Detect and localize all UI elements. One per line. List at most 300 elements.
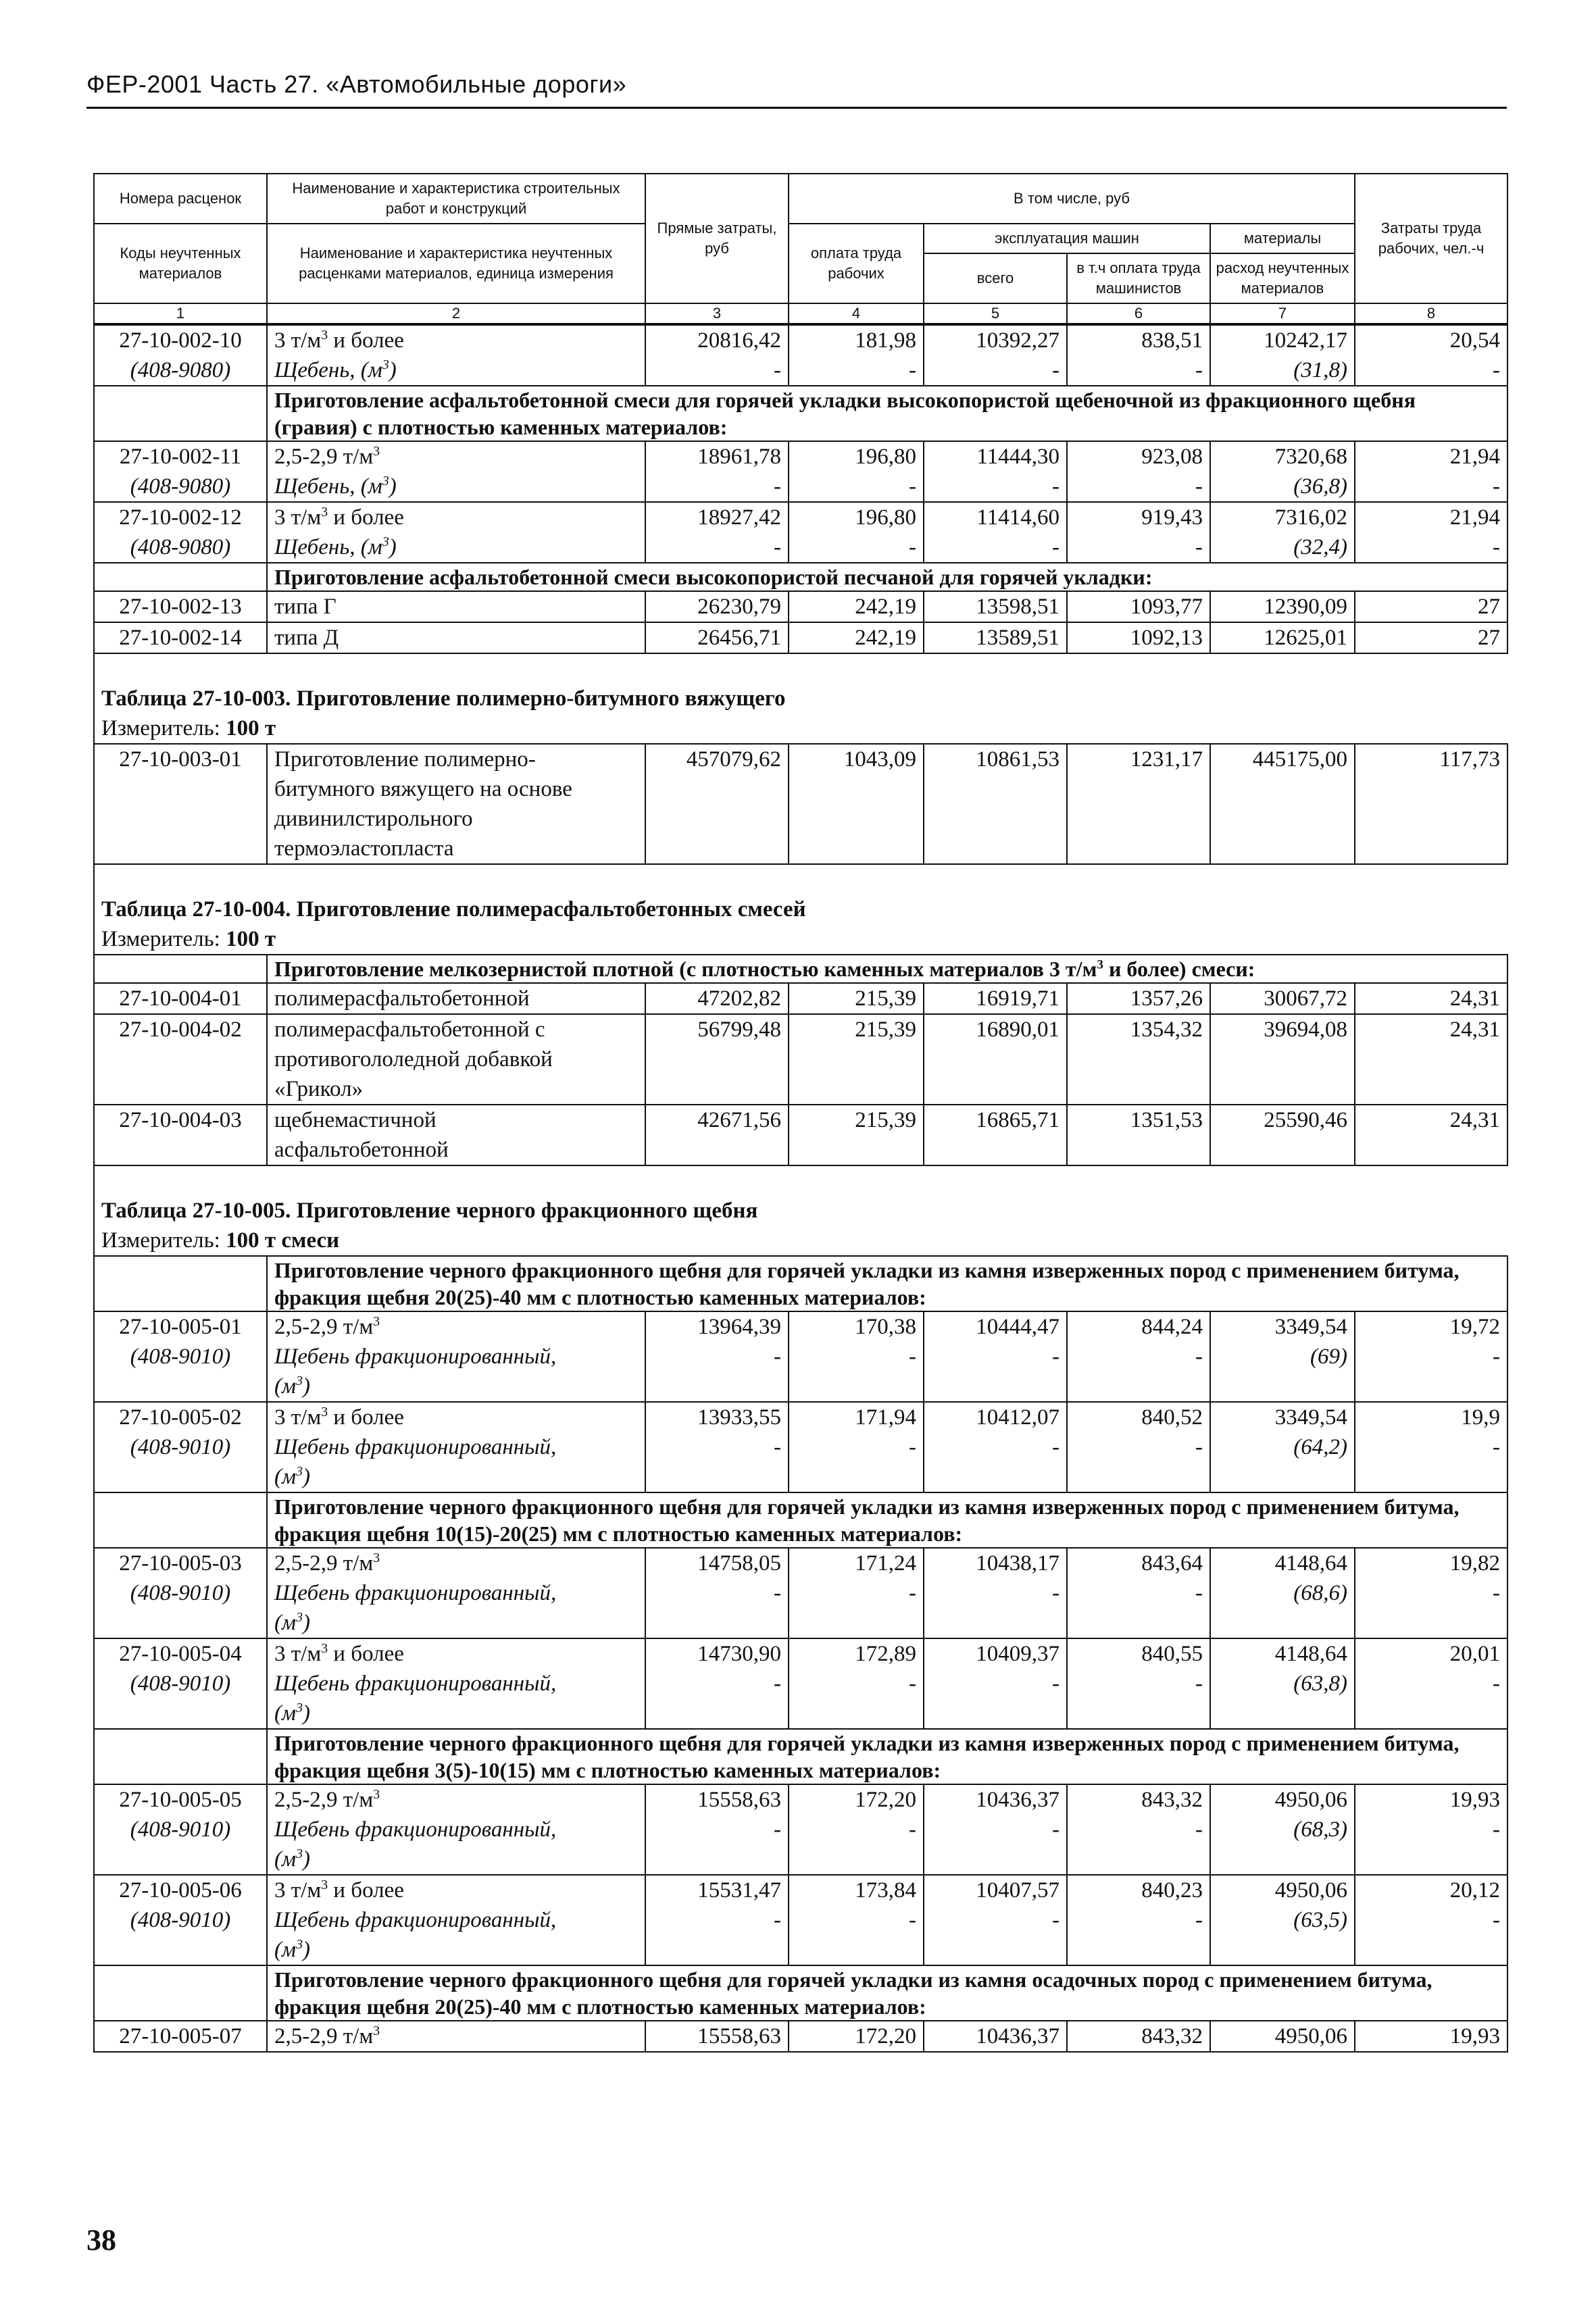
labour-hours-cell	[1355, 622, 1507, 653]
section-heading: Приготовление черного фракционного щебня для горячей укладки из камня осадочных пород с применением битума, фракция щебня 20(25)-40 мм с плотностью каменных материалов:	[267, 1965, 1507, 2021]
materials-value: 30067,72	[1264, 986, 1347, 1011]
section-spacer	[94, 1965, 267, 2021]
material-code: (408-9010)	[130, 1817, 231, 1842]
labour-hours-cell	[1355, 441, 1507, 502]
direct-costs-value: 15558,63	[697, 1788, 781, 1812]
rate-code-cell	[94, 441, 267, 502]
machinist-pay-cell	[1067, 1105, 1210, 1165]
material-name: Щебень фракционированный,	[274, 1908, 557, 1932]
labour-hours-value: 19,9	[1461, 1405, 1500, 1430]
machinist-pay-value: 1093,77	[1130, 595, 1203, 619]
machinist-pay-cell	[1067, 1784, 1210, 1875]
labour-pay-value: 181,98	[855, 328, 916, 353]
machines-total-cell	[924, 1311, 1067, 1402]
labour-hours-material-value: -	[1493, 474, 1500, 499]
labour-hours-cell	[1355, 2021, 1507, 2052]
section-heading-row	[94, 1492, 1507, 1548]
labour-hours-cell	[1355, 591, 1507, 622]
materials-cell	[1210, 591, 1355, 622]
machines-total-value: 11414,60	[976, 505, 1059, 530]
machinist-pay-cell	[1067, 325, 1210, 386]
labour-pay-value: 1043,09	[843, 747, 916, 772]
labour-hours-material-value: -	[1493, 1817, 1500, 1842]
work-name-cell	[267, 1402, 645, 1492]
machinist-pay-cell	[1067, 1311, 1210, 1402]
labour-pay-cell	[789, 1875, 924, 1965]
machinist-pay-cell	[1067, 2021, 1210, 2052]
direct-costs-value: 14758,05	[697, 1551, 781, 1576]
machinist-pay-value: 843,32	[1141, 1788, 1203, 1812]
material-name: Щебень фракционированный,	[274, 1435, 557, 1459]
direct-costs-material-value: -	[774, 1435, 781, 1459]
table-gap	[94, 653, 1507, 684]
header-machine-operation: эксплуатация машин	[924, 224, 1210, 253]
machinist-pay-cell	[1067, 983, 1210, 1014]
meter	[94, 1226, 1507, 1256]
machines-total-material-value: -	[1052, 535, 1059, 559]
labour-hours-cell	[1355, 1548, 1507, 1638]
labour-hours-cell	[1355, 502, 1507, 563]
work-name-cell	[267, 325, 645, 386]
machines-total-cell	[924, 2021, 1067, 2052]
labour-hours-value: 27	[1478, 595, 1500, 619]
rate-code: 27-10-002-14	[119, 626, 242, 650]
materials-cell	[1210, 2021, 1355, 2052]
direct-costs-cell	[645, 2021, 789, 2052]
column-number: 5	[924, 303, 1067, 324]
table-row	[94, 1638, 1507, 1729]
meter-row	[94, 1226, 1507, 1256]
materials-value: 3349,54	[1274, 1405, 1347, 1430]
material-name: Щебень фракционированный,	[274, 1344, 557, 1369]
machines-total-value: 10438,17	[976, 1551, 1059, 1576]
material-unit: $(м^3)$	[274, 1701, 310, 1726]
section-spacer	[94, 955, 267, 983]
material-code: (408-9010)	[130, 1435, 231, 1459]
direct-costs-value: 56799,48	[697, 1017, 781, 1042]
material-code: (408-9080)	[130, 535, 231, 559]
materials-value: 12390,09	[1264, 595, 1347, 619]
machinist-pay-material-value: -	[1195, 1908, 1203, 1932]
machines-total-cell	[924, 1105, 1067, 1165]
materials-value: 4148,64	[1274, 1642, 1347, 1666]
work-name-line: термоэластопласта	[274, 836, 454, 861]
table-title: Таблица 27-10-005. Приготовление черного фракционного щебня	[94, 1196, 1507, 1226]
materials-cell	[1210, 502, 1355, 563]
labour-pay-cell	[789, 1014, 924, 1105]
table-row	[94, 502, 1507, 563]
header-material-description: Наименование и характеристика неучтенных расценками материалов, единица измерения	[267, 224, 645, 303]
work-name-cell	[267, 441, 645, 502]
labour-pay-cell	[789, 983, 924, 1014]
labour-hours-cell	[1355, 1875, 1507, 1965]
work-name: типа Д	[274, 626, 339, 650]
work-name: 3 $т/м^3$ и более	[274, 328, 404, 353]
materials-cell	[1210, 1548, 1355, 1638]
table-gap	[94, 864, 1507, 895]
machinist-pay-cell	[1067, 1638, 1210, 1729]
machinist-pay-material-value: -	[1195, 358, 1203, 382]
machines-total-value: 10412,07	[976, 1405, 1059, 1430]
labour-hours-cell	[1355, 744, 1507, 864]
price-table-sheet	[93, 173, 1507, 2053]
machinist-pay-cell	[1067, 744, 1210, 864]
materials-cell	[1210, 1014, 1355, 1105]
material-unit: $(м^3)$	[274, 1937, 310, 1962]
labour-hours-cell	[1355, 325, 1507, 386]
section-spacer	[94, 1729, 267, 1784]
machinist-pay-cell	[1067, 1402, 1210, 1492]
machinist-pay-material-value: -	[1195, 474, 1203, 499]
machines-total-cell	[924, 622, 1067, 653]
machines-total-cell	[924, 1014, 1067, 1105]
machines-total-material-value: -	[1052, 1581, 1059, 1605]
work-name-line: щебнемастичной	[274, 1108, 437, 1132]
materials-value: 3349,54	[1274, 1315, 1347, 1339]
rate-code: 27-10-005-07	[119, 2024, 242, 2048]
meter	[94, 924, 1507, 955]
machinist-pay-value: 840,55	[1141, 1642, 1203, 1666]
table-row	[94, 1014, 1507, 1105]
rate-code: 27-10-004-02	[119, 1017, 242, 1042]
labour-hours-cell	[1355, 1638, 1507, 1729]
machines-total-value: 16919,71	[976, 986, 1059, 1011]
materials-value: 39694,08	[1264, 1017, 1347, 1042]
work-name-line: «Грикол»	[274, 1077, 364, 1101]
direct-costs-cell	[645, 1548, 789, 1638]
machines-total-value: 13598,51	[976, 595, 1059, 619]
material-code: (408-9010)	[130, 1344, 231, 1369]
labour-pay-cell	[789, 502, 924, 563]
table-row	[94, 1402, 1507, 1492]
work-name-line: битумного вяжущего на основе	[274, 777, 572, 801]
machines-total-value: 11444,30	[976, 445, 1059, 469]
labour-pay-value: 172,89	[855, 1642, 916, 1666]
materials-value: 445175,00	[1252, 747, 1347, 772]
machinist-pay-cell	[1067, 622, 1210, 653]
labour-hours-value: 20,12	[1449, 1878, 1500, 1903]
labour-hours-value: 19,93	[1449, 2024, 1500, 2048]
section-heading: Приготовление черного фракционного щебня для горячей укладки из камня изверженных пород с применением битума, фракция щебня 20(25)-40 мм с плотностью каменных материалов:	[267, 1256, 1507, 1311]
gap-cell	[94, 864, 1507, 895]
machines-total-material-value: -	[1052, 1908, 1059, 1932]
materials-cell	[1210, 325, 1355, 386]
section-spacer	[94, 1256, 267, 1311]
header-rule	[86, 107, 1507, 109]
labour-pay-material-value: -	[909, 474, 916, 499]
table-row	[94, 744, 1507, 864]
labour-hours-material-value: -	[1493, 1435, 1500, 1459]
running-head: ФЕР-2001 Часть 27. «Автомобильные дороги»	[86, 70, 627, 98]
machinist-pay-material-value: -	[1195, 1671, 1203, 1696]
header-unaccounted-materials: расход неучтенных материалов	[1210, 253, 1355, 303]
rate-code-cell	[94, 591, 267, 622]
materials-material-value: (68,6)	[1293, 1581, 1347, 1605]
direct-costs-material-value: -	[774, 358, 781, 382]
work-name: 2,5-2,9 $т/м^3$	[274, 1314, 380, 1339]
direct-costs-value: 26456,71	[697, 626, 781, 650]
direct-costs-value: 13964,39	[697, 1315, 781, 1339]
labour-hours-value: 27	[1478, 626, 1500, 650]
table-title: Таблица 27-10-003. Приготовление полимерно-битумного вяжущего	[94, 684, 1507, 713]
rate-code-cell	[94, 325, 267, 386]
rate-code: 27-10-005-04	[119, 1642, 242, 1666]
labour-hours-material-value: -	[1493, 1581, 1500, 1605]
work-name-cell	[267, 1875, 645, 1965]
labour-pay-value: 173,84	[855, 1878, 916, 1903]
labour-hours-material-value: -	[1493, 1344, 1500, 1369]
rate-code-cell	[94, 2021, 267, 2052]
meter-label: Измеритель:	[101, 927, 226, 951]
direct-costs-material-value: -	[774, 535, 781, 559]
machines-total-material-value: -	[1052, 1435, 1059, 1459]
labour-pay-cell	[789, 441, 924, 502]
materials-cell	[1210, 441, 1355, 502]
direct-costs-cell	[645, 622, 789, 653]
material-name: Щебень фракционированный,	[274, 1581, 557, 1605]
column-number: 3	[645, 303, 789, 324]
machines-total-value: 10409,37	[976, 1642, 1059, 1666]
section-heading: Приготовление черного фракционного щебня для горячей укладки из камня изверженных пород с применением битума, фракция щебня 3(5)-10(15) мм с плотностью каменных материалов:	[267, 1729, 1507, 1784]
work-name-cell	[267, 1784, 645, 1875]
table-row	[94, 441, 1507, 502]
machines-total-value: 10444,47	[976, 1315, 1059, 1339]
rate-code: 27-10-004-03	[119, 1108, 242, 1132]
table-row	[94, 1105, 1507, 1165]
machines-total-material-value: -	[1052, 474, 1059, 499]
direct-costs-value: 18961,78	[697, 445, 781, 469]
labour-hours-value: 20,01	[1449, 1642, 1500, 1666]
material-name: Щебень фракционированный,	[274, 1671, 557, 1696]
column-number: 1	[94, 303, 267, 324]
direct-costs-cell	[645, 1014, 789, 1105]
header-machinist-pay: в т.ч оплата труда машинистов	[1067, 253, 1210, 303]
rate-code: 27-10-003-01	[119, 747, 242, 772]
rate-code-cell	[94, 744, 267, 864]
rate-code-cell	[94, 1105, 267, 1165]
labour-pay-cell	[789, 1311, 924, 1402]
header-labour-pay: оплата труда рабочих	[789, 224, 924, 303]
labour-pay-value: 170,38	[855, 1315, 916, 1339]
machinist-pay-value: 1092,13	[1130, 626, 1203, 650]
header-work-description: Наименование и характеристика строительных работ и конструкций	[267, 174, 645, 224]
work-name: 2,5-2,9 $т/м^3$	[274, 1787, 380, 1812]
direct-costs-value: 457079,62	[686, 747, 781, 772]
labour-hours-cell	[1355, 1105, 1507, 1165]
materials-material-value: (31,8)	[1293, 358, 1347, 382]
machinist-pay-material-value: -	[1195, 1344, 1203, 1369]
machines-total-material-value: -	[1052, 1817, 1059, 1842]
machinist-pay-value: 1357,26	[1130, 986, 1203, 1011]
direct-costs-cell	[645, 1105, 789, 1165]
gap-cell	[94, 653, 1507, 684]
labour-pay-material-value: -	[909, 1817, 916, 1842]
machinist-pay-value: 844,24	[1141, 1315, 1203, 1339]
meter	[94, 713, 1507, 744]
direct-costs-value: 14730,90	[697, 1642, 781, 1666]
direct-costs-cell	[645, 983, 789, 1014]
direct-costs-value: 47202,82	[697, 986, 781, 1011]
labour-pay-cell	[789, 622, 924, 653]
header-rate-numbers: Номера расценок	[94, 174, 267, 224]
machines-total-value: 10436,37	[976, 2024, 1059, 2048]
machines-total-value: 10392,27	[976, 328, 1059, 353]
labour-pay-value: 172,20	[855, 1788, 916, 1812]
rate-code-cell	[94, 1638, 267, 1729]
labour-pay-value: 196,80	[855, 505, 916, 530]
section-heading-row	[94, 955, 1507, 983]
work-name: 3 $т/м^3$ и более	[274, 1641, 404, 1666]
material-name: Щебень фракционированный,	[274, 1817, 557, 1842]
work-name-cell	[267, 1638, 645, 1729]
work-name-line: противогололедной добавкой	[274, 1047, 553, 1072]
header-labour-cost: Затраты труда рабочих, чел.-ч	[1355, 174, 1507, 303]
direct-costs-cell	[645, 325, 789, 386]
work-name-cell	[267, 1548, 645, 1638]
machinist-pay-material-value: -	[1195, 1435, 1203, 1459]
header-direct-costs: Прямые затраты, руб	[645, 174, 789, 303]
labour-pay-value: 242,19	[855, 595, 916, 619]
labour-pay-cell	[789, 1105, 924, 1165]
work-name-cell	[267, 2021, 645, 2052]
column-number: 4	[789, 303, 924, 324]
work-name: 3 $т/м^3$ и более	[274, 1405, 404, 1430]
materials-material-value: (63,5)	[1293, 1908, 1347, 1932]
machinist-pay-material-value: -	[1195, 1581, 1203, 1605]
section-heading: Приготовление асфальтобетонной смеси для горячей укладки высокопористой щебеночной из фракционного щебня (гравия) с плотностью каменных материалов:	[267, 386, 1507, 441]
materials-cell	[1210, 622, 1355, 653]
table-row	[94, 1875, 1507, 1965]
materials-value: 4148,64	[1274, 1551, 1347, 1576]
labour-hours-material-value: -	[1493, 535, 1500, 559]
rate-code: 27-10-002-11	[119, 445, 242, 469]
materials-cell	[1210, 1875, 1355, 1965]
labour-pay-cell	[789, 325, 924, 386]
labour-pay-cell	[789, 1402, 924, 1492]
table-row	[94, 622, 1507, 653]
machinist-pay-cell	[1067, 1548, 1210, 1638]
direct-costs-material-value: -	[774, 1344, 781, 1369]
direct-costs-cell	[645, 591, 789, 622]
materials-material-value: (64,2)	[1293, 1435, 1347, 1459]
header-including: В том числе, руб	[789, 174, 1355, 224]
work-name-cell	[267, 502, 645, 563]
direct-costs-cell	[645, 1875, 789, 1965]
direct-costs-material-value: -	[774, 474, 781, 499]
section-heading: Приготовление черного фракционного щебня для горячей укладки из камня изверженных пород с применением битума, фракция щебня 10(15)-20(25) мм с плотностью каменных материалов:	[267, 1492, 1507, 1548]
rate-code: 27-10-002-12	[119, 505, 242, 530]
machinist-pay-value: 1351,53	[1130, 1108, 1203, 1132]
work-name-cell	[267, 983, 645, 1014]
work-name-cell	[267, 622, 645, 653]
work-name: 2,5-2,9 $т/м^3$	[274, 2023, 380, 2048]
work-name-cell	[267, 1311, 645, 1402]
material-name: Щебень, $(м^3)$	[274, 474, 397, 499]
table-row	[94, 2021, 1507, 2052]
section-heading-row	[94, 1965, 1507, 2021]
machines-total-material-value: -	[1052, 358, 1059, 382]
materials-cell	[1210, 744, 1355, 864]
materials-value: 7316,02	[1274, 505, 1347, 530]
machines-total-value: 10861,53	[976, 747, 1059, 772]
labour-hours-value: 19,93	[1449, 1788, 1500, 1812]
labour-hours-cell	[1355, 1784, 1507, 1875]
materials-material-value: (69)	[1310, 1344, 1347, 1369]
rate-code: 27-10-005-02	[119, 1405, 242, 1430]
materials-value: 12625,01	[1264, 626, 1347, 650]
materials-value: 4950,06	[1274, 1878, 1347, 1903]
materials-value: 4950,06	[1274, 1788, 1347, 1812]
labour-hours-value: 21,94	[1449, 505, 1500, 530]
direct-costs-cell	[645, 744, 789, 864]
rate-code-cell	[94, 1014, 267, 1105]
meter-row	[94, 713, 1507, 744]
labour-hours-value: 24,31	[1449, 1108, 1500, 1132]
material-code: (408-9010)	[130, 1671, 231, 1696]
rate-code-cell	[94, 1548, 267, 1638]
section-spacer	[94, 386, 267, 441]
machinist-pay-cell	[1067, 441, 1210, 502]
labour-pay-material-value: -	[909, 1581, 916, 1605]
work-name: типа Г	[274, 595, 336, 619]
rate-code-cell	[94, 1875, 267, 1965]
section-heading: Приготовление асфальтобетонной смеси высокопористой песчаной для горячей укладки:	[267, 563, 1507, 591]
table-gap	[94, 1165, 1507, 1196]
machinist-pay-cell	[1067, 502, 1210, 563]
machinist-pay-value: 840,52	[1141, 1405, 1203, 1430]
labour-pay-value: 172,20	[855, 2024, 916, 2048]
work-name-cell	[267, 591, 645, 622]
machines-total-cell	[924, 325, 1067, 386]
machines-total-cell	[924, 983, 1067, 1014]
rate-code-cell	[94, 983, 267, 1014]
section-heading: Приготовление мелкозернистой плотной (с плотностью каменных материалов 3 $т/м^3$ и более) смеси:	[267, 955, 1507, 983]
direct-costs-value: 15531,47	[697, 1878, 781, 1903]
materials-material-value: (63,8)	[1293, 1671, 1347, 1696]
work-name: 2,5-2,9 $т/м^3$	[274, 444, 380, 469]
labour-pay-cell	[789, 591, 924, 622]
materials-cell	[1210, 1105, 1355, 1165]
labour-pay-cell	[789, 1638, 924, 1729]
materials-value: 4950,06	[1274, 2024, 1347, 2048]
meter-value: 100 т смеси	[226, 1228, 340, 1253]
work-name-cell	[267, 1105, 645, 1165]
direct-costs-value: 15558,63	[697, 2024, 781, 2048]
materials-cell	[1210, 1402, 1355, 1492]
materials-cell	[1210, 983, 1355, 1014]
machines-total-cell	[924, 441, 1067, 502]
machinist-pay-value: 840,23	[1141, 1878, 1203, 1903]
direct-costs-value: 18927,42	[697, 505, 781, 530]
labour-hours-value: 24,31	[1449, 1017, 1500, 1042]
labour-pay-cell	[789, 744, 924, 864]
meter-label: Измеритель:	[101, 716, 226, 740]
machinist-pay-value: 919,43	[1141, 505, 1203, 530]
direct-costs-cell	[645, 1402, 789, 1492]
work-name-line: асфальтобетонной	[274, 1138, 449, 1162]
labour-hours-material-value: -	[1493, 1671, 1500, 1696]
direct-costs-value: 26230,79	[697, 595, 781, 619]
work-name-line: полимерасфальтобетонной	[274, 986, 530, 1011]
labour-hours-material-value: -	[1493, 358, 1500, 382]
labour-pay-material-value: -	[909, 535, 916, 559]
direct-costs-value: 42671,56	[697, 1108, 781, 1132]
direct-costs-material-value: -	[774, 1581, 781, 1605]
machines-total-cell	[924, 591, 1067, 622]
material-name: Щебень, $(м^3)$	[274, 534, 397, 559]
section-spacer	[94, 1492, 267, 1548]
machines-total-cell	[924, 1402, 1067, 1492]
